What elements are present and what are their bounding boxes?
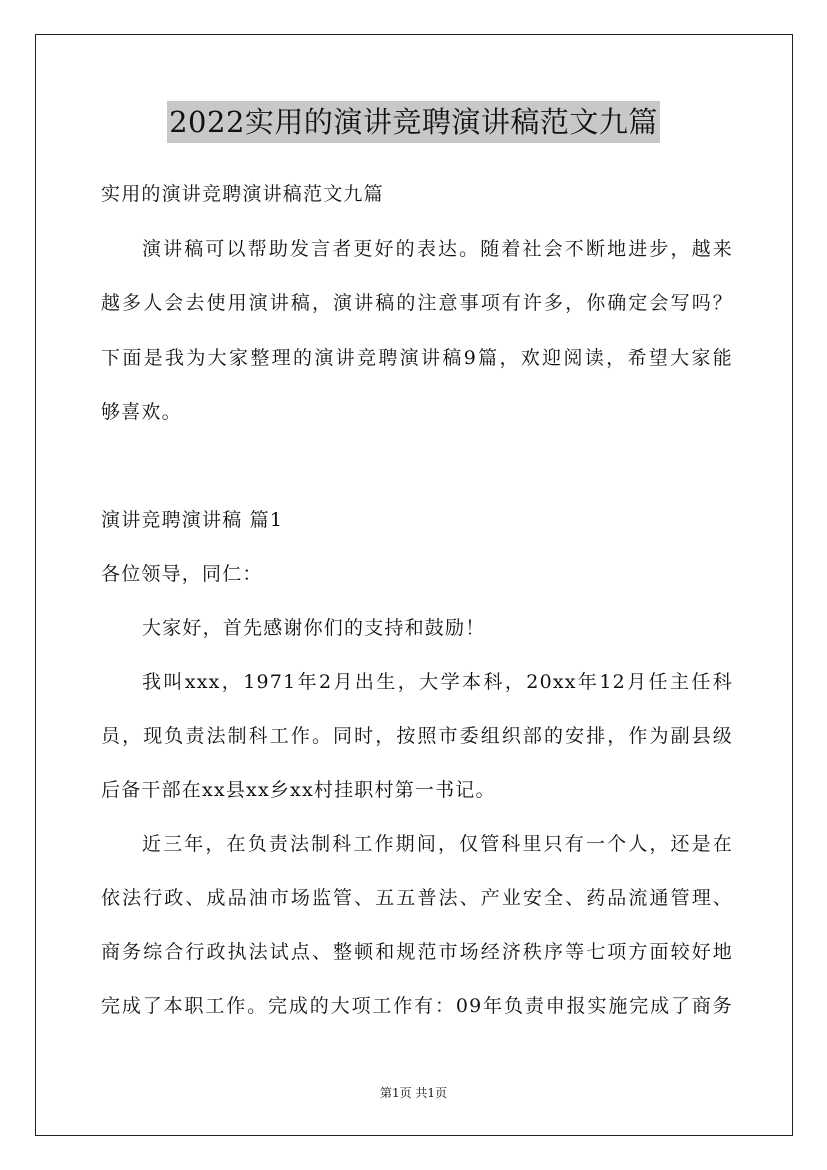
- intro-line: 演讲稿可以帮助发言者更好的表达。随着社会不断地进步，越来: [142, 238, 733, 260]
- intro-line: 下面是我为大家整理的演讲竞聘演讲稿9篇，欢迎阅读，希望大家能: [101, 347, 733, 369]
- greeting: 大家好，首先感谢你们的支持和鼓励！: [142, 617, 486, 639]
- paragraph-line: 我叫xxx，1971年2月出生，大学本科，20xx年12月任主任科: [142, 671, 733, 693]
- section-heading: 演讲竞聘演讲稿 篇1: [101, 509, 284, 531]
- document-title: 2022实用的演讲竞聘演讲稿范文九篇: [167, 101, 660, 143]
- title-container: [0, 101, 827, 143]
- paragraph-line: 完成了本职工作。完成的大项工作有：09年负责申报实施完成了商务: [101, 995, 733, 1017]
- intro-line: 够喜欢。: [101, 401, 182, 423]
- paragraph-line: 商务综合行政执法试点、整顿和规范市场经济秩序等七项方面较好地: [101, 941, 733, 963]
- salutation: 各位领导，同仁：: [101, 563, 263, 585]
- intro-line: 越多人会去使用演讲稿，演讲稿的注意事项有许多，你确定会写吗？: [101, 292, 733, 314]
- paragraph-line: 后备干部在xx县xx乡xx村挂职村第一书记。: [101, 779, 496, 801]
- paragraph-line: 员，现负责法制科工作。同时，按照市委组织部的安排，作为副县级: [101, 725, 733, 747]
- paragraph-line: 近三年，在负责法制科工作期间，仅管科里只有一个人，还是在: [142, 833, 733, 855]
- page-number-footer: 第1页 共1页: [379, 1086, 448, 1100]
- document-subtitle: 实用的演讲竞聘演讲稿范文九篇: [101, 183, 384, 205]
- paragraph-line: 依法行政、成品油市场监管、五五普法、产业安全、药品流通管理、: [101, 887, 733, 909]
